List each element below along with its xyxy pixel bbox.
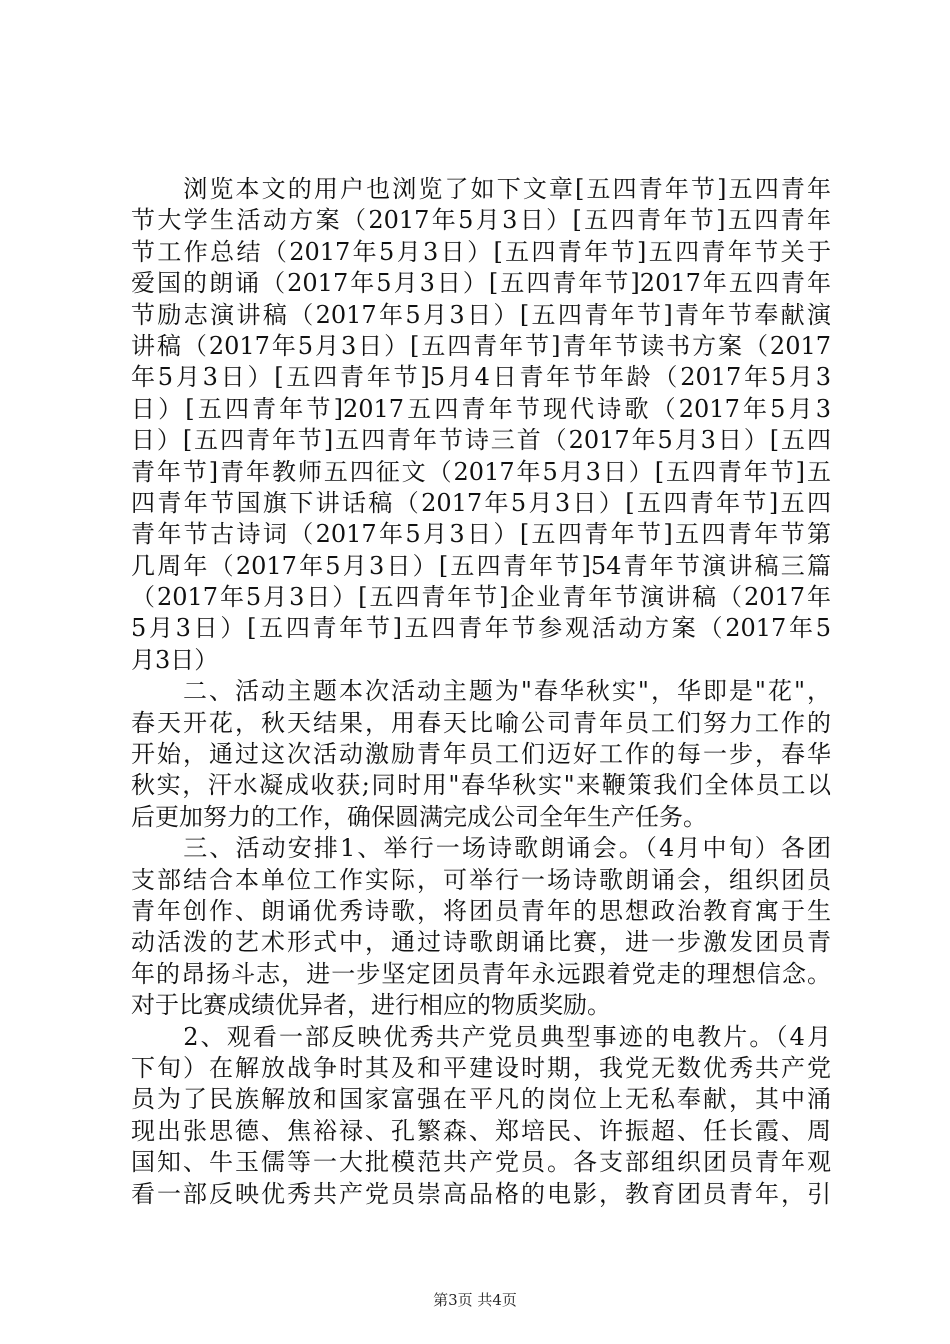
text-line: 日）[五四青年节]2017五四青年节现代诗歌（2017年5月3 [131,394,831,423]
text-line: 年的昂扬斗志，进一步坚定团员青年永远跟着党走的理想信念。 [131,959,831,988]
text-line: 秋实，汗水凝成收获;同时用"春华秋实"来鞭策我们全体员工以 [131,771,831,800]
text-line: 青年节]青年教师五四征文（2017年5月3日）[五四青年节]五 [131,457,831,486]
document-body [131,174,831,1210]
text-line: 员为了民族解放和国家富强在平凡的岗位上无私奉献，其中涌 [131,1085,831,1114]
text-line: 支部结合本单位工作实际，可举行一场诗歌朗诵会，组织团员 [131,865,831,894]
text-line: 节大学生活动方案（2017年5月3日）[五四青年节]五四青年 [131,206,831,235]
text-line: 日）[五四青年节]五四青年节诗三首（2017年5月3日）[五四 [131,426,831,455]
text-line: 三、活动安排1、举行一场诗歌朗诵会。（4月中旬）各团 [131,834,831,863]
text-line: 动活泼的艺术形式中，通过诗歌朗诵比赛，进一步激发团员青 [131,928,831,957]
text-line: 二、活动主题本次活动主题为"春华秋实"，华即是"花"， [131,677,831,706]
text-line: 5月3日）[五四青年节]五四青年节参观活动方案（2017年5 [131,614,831,643]
text-line: （2017年5月3日）[五四青年节]企业青年节演讲稿（2017年 [131,583,831,612]
text-line: 月3日） [131,645,219,674]
text-line: 对于比赛成绩优异者，进行相应的物质奖励。 [131,991,611,1020]
text-line: 看一部反映优秀共产党员崇高品格的电影，教育团员青年，引 [131,1179,831,1208]
text-line: 爱国的朗诵（2017年5月3日）[五四青年节]2017年五四青年 [131,269,831,298]
text-line: 春天开花，秋天结果，用春天比喻公司青年员工们努力工作的 [131,708,831,737]
text-line: 国知、牛玉儒等一大批模范共产党员。各支部组织团员青年观 [131,1148,831,1177]
text-line: 节工作总结（2017年5月3日）[五四青年节]五四青年节关于 [131,237,831,266]
text-line: 2、观看一部反映优秀共产党员典型事迹的电教片。（4月 [131,1022,831,1051]
page-footer: 第3页 共4页 [433,1291,517,1309]
text-line: 几周年（2017年5月3日）[五四青年节]54青年节演讲稿三篇 [131,551,831,580]
text-line: 现出张思德、焦裕禄、孔繁森、郑培民、许振超、任长霞、周 [131,1116,831,1145]
text-line: 下旬）在解放战争时其及和平建设时期，我党无数优秀共产党 [131,1053,831,1082]
text-line: 讲稿（2017年5月3日）[五四青年节]青年节读书方案（2017 [131,331,831,360]
text-line: 节励志演讲稿（2017年5月3日）[五四青年节]青年节奉献演 [131,300,831,329]
text-line: 年5月3日）[五四青年节]5月4日青年节年龄（2017年5月3 [131,363,831,392]
text-line: 开始，通过这次活动激励青年员工们迈好工作的每一步，春华 [131,740,831,769]
text-line: 青年节古诗词（2017年5月3日）[五四青年节]五四青年节第 [131,520,831,549]
text-line: 后更加努力的工作，确保圆满完成公司全年生产任务。 [131,802,707,831]
text-line: 浏览本文的用户也浏览了如下文章[五四青年节]五四青年 [131,175,831,203]
text-line: 四青年节国旗下讲话稿（2017年5月3日）[五四青年节]五四 [131,488,831,517]
text-line: 青年创作、朗诵优秀诗歌，将团员青年的思想政治教育寓于生 [131,896,831,925]
